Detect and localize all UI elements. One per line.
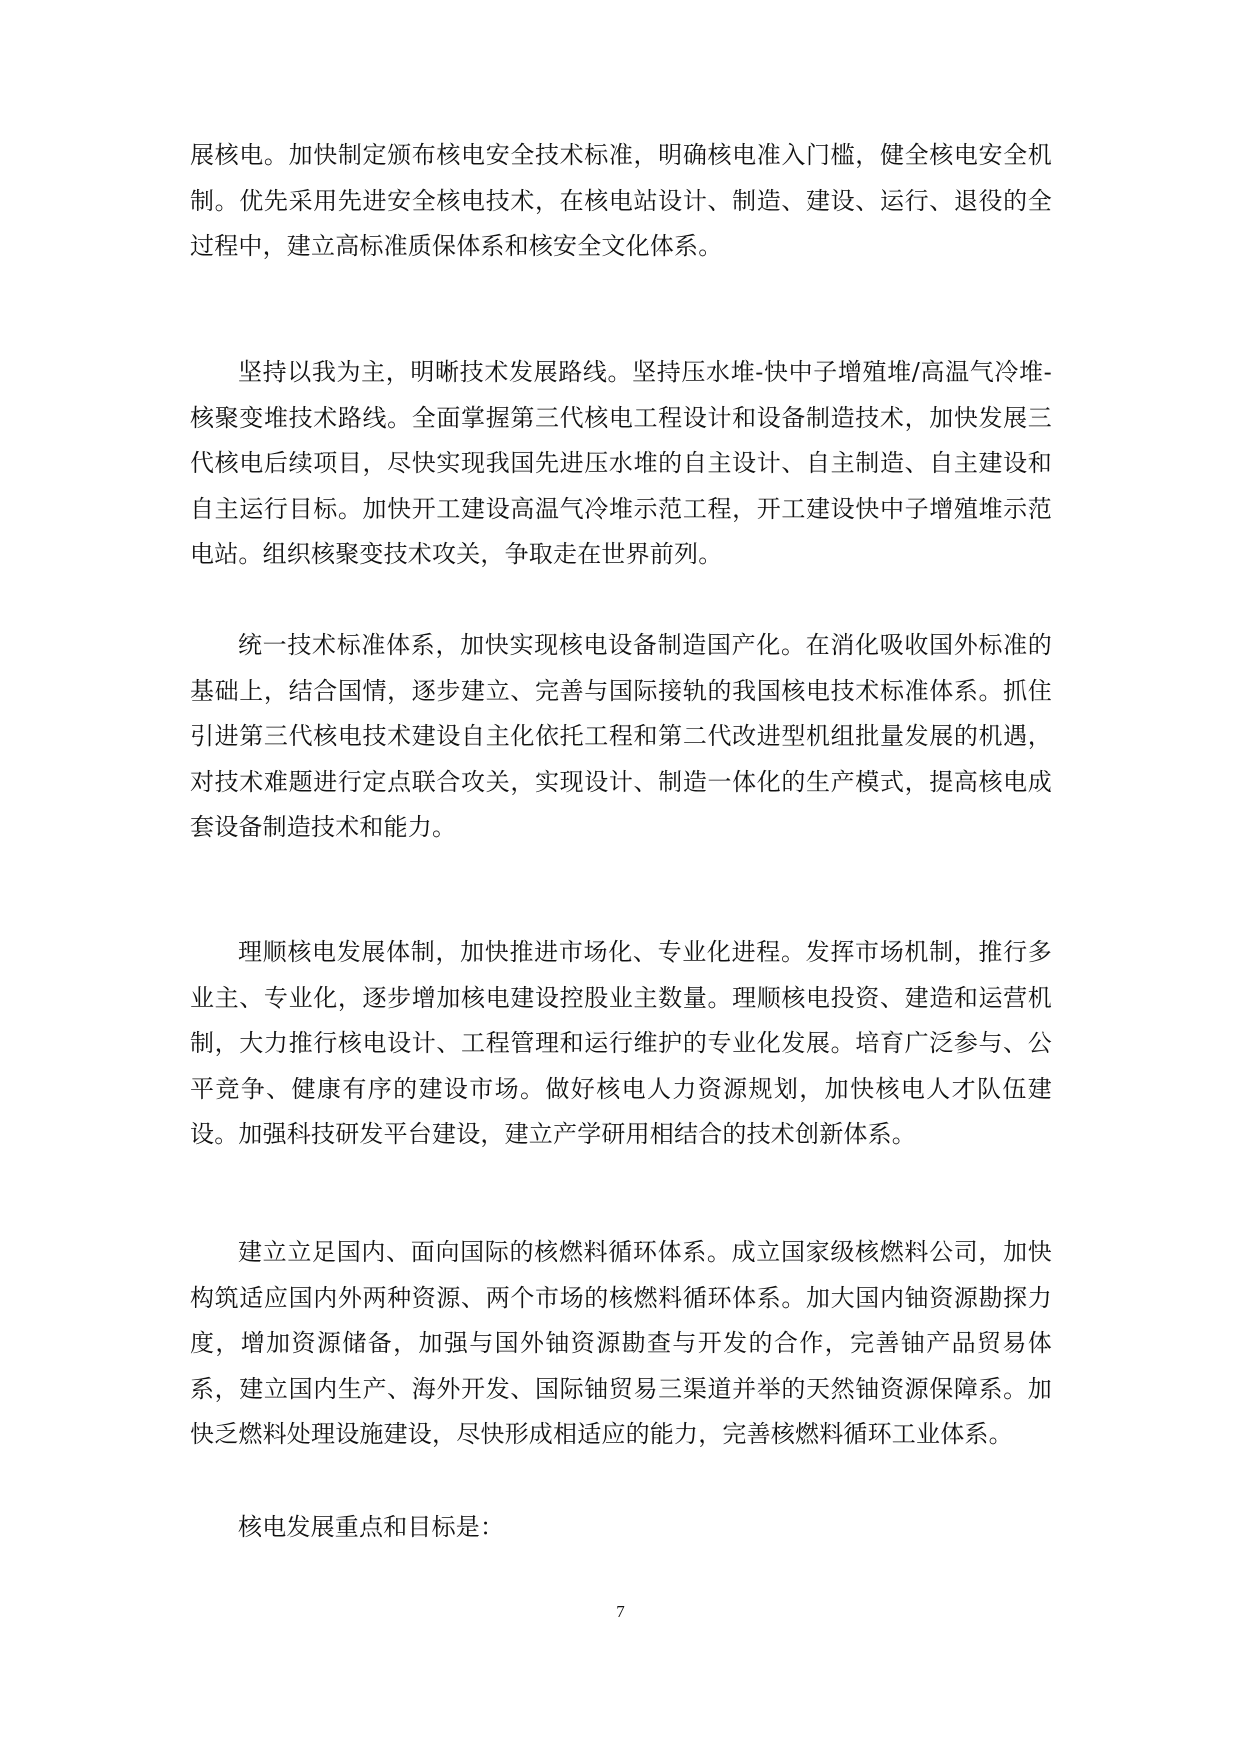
paragraph-2: 坚持以我为主，明晰技术发展路线。坚持压水堆-快中子增殖堆/高温气冷堆-核聚变堆技术路线。全面掌握第三代核电工程设计和设备制造技术，加快发展三代核电后续项目，尽快实现我国先进压水堆的自主设计、自主制造、自主建设和自主运行目标。加快开工建设高温气冷堆示范工程，开工建设快中子增殖堆示范电站。组织核聚变技术攻关，争取走在世界前列。 (190, 358, 1052, 568)
paragraph-4: 理顺核电发展体制，加快推进市场化、专业化进程。发挥市场机制，推行多业主、专业化，逐步增加核电建设控股业主数量。理顺核电投资、建造和运营机制，大力推行核电设计、工程管理和运行维护的专业化发展。培育广泛参与、公平竞争、健康有序的建设市场。做好核电人力资源规划，加快核电人才队伍建设。加强科技研发平台建设，建立产学研用相结合的技术创新体系。 (190, 938, 1052, 1148)
paragraph-1: 展核电。加快制定颁布核电安全技术标准，明确核电准入门槛，健全核电安全机制。优先采用先进安全核电技术，在核电站设计、制造、建设、运行、退役的全过程中，建立高标准质保体系和核安全文化体系。 (190, 141, 1052, 260)
paragraph-3: 统一技术标准体系，加快实现核电设备制造国产化。在消化吸收国外标准的基础上，结合国情，逐步建立、完善与国际接轨的我国核电技术标准体系。抓住引进第三代核电技术建设自主化依托工程和第二代改进型机组批量发展的机遇，对技术难题进行定点联合攻关，实现设计、制造一体化的生产模式，提高核电成套设备制造技术和能力。 (190, 631, 1052, 841)
paragraph-5: 建立立足国内、面向国际的核燃料循环体系。成立国家级核燃料公司，加快构筑适应国内外两种资源、两个市场的核燃料循环体系。加大国内铀资源勘探力度，增加资源储备，加强与国外铀资源勘查与开发的合作，完善铀产品贸易体系，建立国内生产、海外开发、国际铀贸易三渠道并举的天然铀资源保障系。加快乏燃料处理设施建设，尽快形成相适应的能力，完善核燃料循环工业体系。 (190, 1238, 1052, 1448)
paragraph-6: 核电发展重点和目标是： (238, 1513, 505, 1541)
page-number: 7 (616, 1602, 625, 1621)
